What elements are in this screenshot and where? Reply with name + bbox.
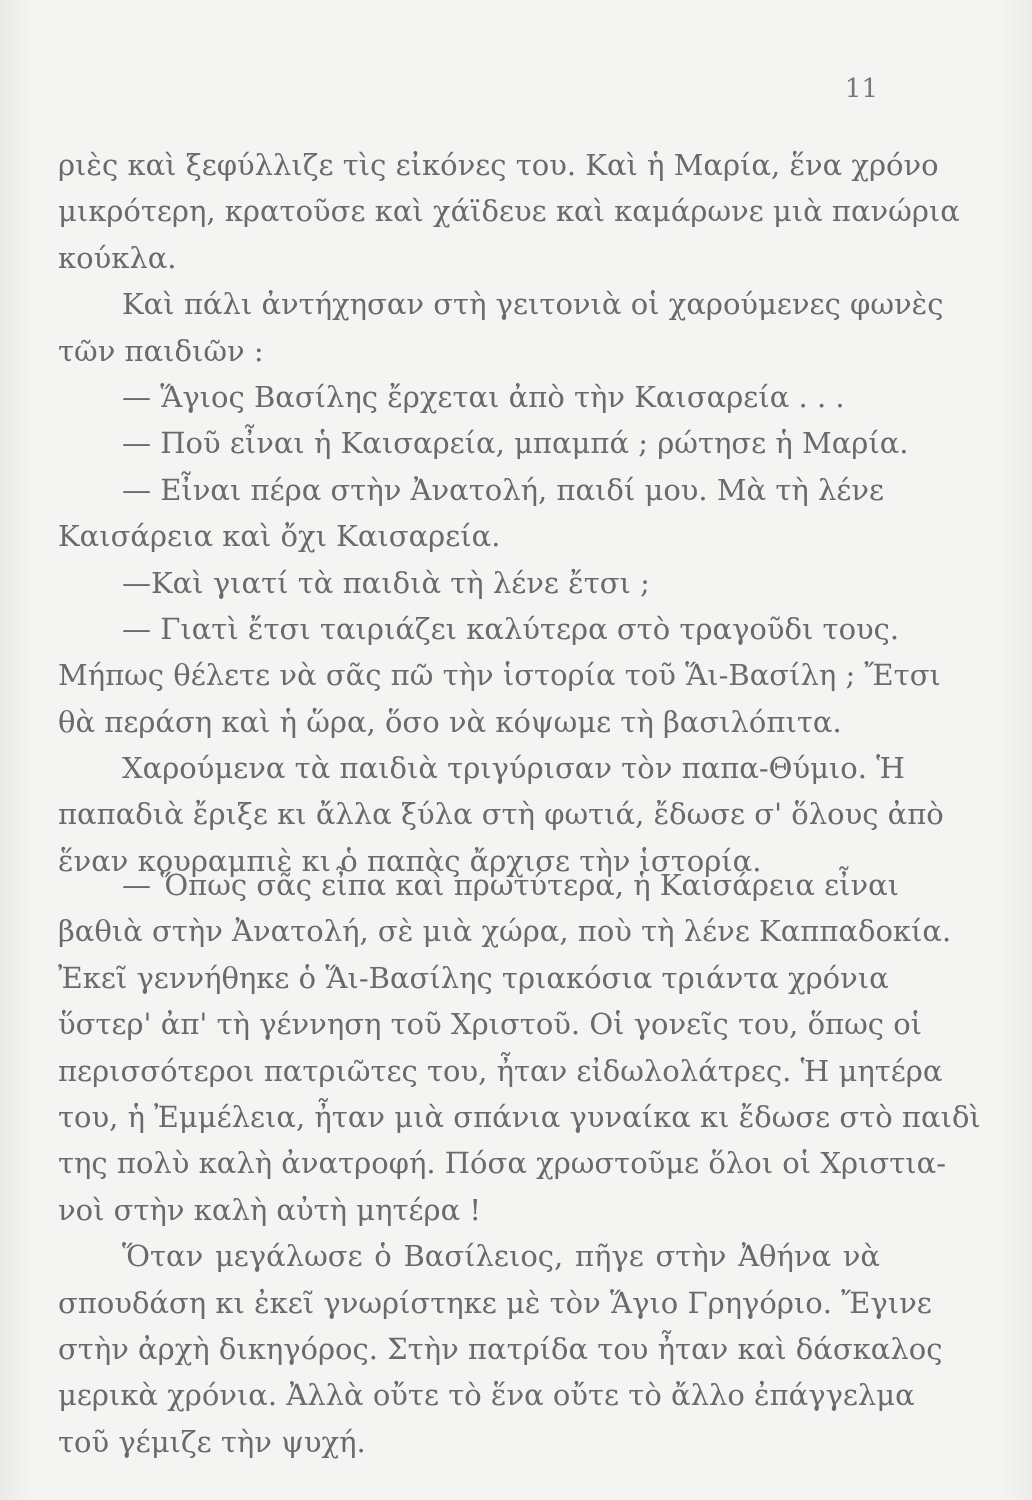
text-line: Καισάρεια καὶ ὄχι Καισαρεία.: [58, 519, 501, 554]
text-line: ριὲς καὶ ξεφύλλιζε τὶς εἰκόνες του. Καὶ ἡ Μαρία, ἕνα χρόνο: [58, 148, 939, 182]
dialogue-line: — Ποῦ εἶναι ἡ Καισαρεία, μπαμπά ; ρώτησε ἡ Μαρία.: [122, 426, 909, 461]
dialogue-line: — Εἶναι πέρα στὴν Ἀνατολή, παιδί μου. Μὰ τὴ λένε: [122, 472, 885, 507]
text-line: Ὅταν μεγάλωσε ὁ Βασίλειος, πῆγε στὴν Ἀθήνα νὰ: [122, 1239, 880, 1274]
text-line: στὴν ἀρχὴ δικηγόρος. Στὴν πατρίδα του ἦταν καὶ δάσκαλος: [58, 1331, 943, 1366]
text-block-lower: [58, 862, 981, 1465]
text-line: της πολὺ καλὴ ἀνατροφή. Πόσα χρωστοῦμε ὅλοι οἱ Χριστια-: [58, 1146, 946, 1181]
text-line: νοὶ στὴν καλὴ αὐτὴ μητέρα !: [58, 1192, 482, 1227]
dialogue-line: —Καὶ γιατί τὰ παιδιὰ τὴ λένε ἔτσι ;: [122, 565, 650, 600]
text-line: Χαρούμενα τὰ παιδιὰ τριγύρισαν τὸν παπα-Θύμιο. Ἡ: [122, 751, 905, 786]
text-line: παπαδιὰ ἔριξε κι ἄλλα ξύλα στὴ φωτιά, ἔδωσε σ' ὅλους ἀπὸ: [58, 797, 944, 832]
text-line: μικρότερη, κρατοῦσε καὶ χάϊδευε καὶ καμάρωνε μιὰ πανώρια: [58, 194, 960, 229]
dialogue-line: — Γιατὶ ἔτσι ταιριάζει καλύτερα στὸ τραγοῦδι τους.: [122, 611, 900, 646]
text-line: θὰ περάση καὶ ἡ ὥρα, ὅσο νὰ κόψωμε τὴ βασιλόπιτα.: [58, 704, 842, 739]
text-line: ὕστερ' ἀπ' τὴ γέννηση τοῦ Χριστοῦ. Οἱ γονεῖς του, ὅπως οἱ: [58, 1007, 923, 1042]
text-line: βαθιὰ στὴν Ἀνατολή, σὲ μιὰ χώρα, ποὺ τὴ λένε Καππαδοκία.: [58, 914, 952, 949]
text-line: περισσότεροι πατριῶτες του, ἦταν εἰδωλολάτρες. Ἡ μητέρα: [58, 1053, 943, 1088]
text-block-upper: [58, 142, 960, 884]
text-line: Ἐκεῖ γεννήθηκε ὁ Ἅι-Βασίλης τριακόσια τριάντα χρόνια: [58, 960, 889, 995]
page-number: 11: [844, 74, 878, 104]
text-line: μερικὰ χρόνια. Ἀλλὰ οὔτε τὸ ἕνα οὔτε τὸ ἄλλο ἐπάγγελμα: [58, 1378, 915, 1413]
text-line: ἕναν κουραμπιὲ κι ὁ παπὰς ἄρχισε τὴν ἱστορία.: [58, 843, 762, 878]
text-line: κούκλα.: [58, 240, 177, 275]
text-line: τῶν παιδιῶν :: [58, 333, 264, 368]
text-line: Μήπως θέλετε νὰ σᾶς πῶ τὴν ἱστορία τοῦ Ἅι-Βασίλη ; Ἔτσι: [58, 658, 941, 693]
dialogue-line: — Ἅγιος Βασίλης ἔρχεται ἀπὸ τὴν Καισαρεία . . .: [122, 379, 845, 414]
text-line: σπουδάση κι ἐκεῖ γνωρίστηκε μὲ τὸν Ἅγιο Γρηγόριο. Ἔγινε: [58, 1285, 932, 1320]
text-line: του, ἡ Ἐμμέλεια, ἦταν μιὰ σπάνια γυναίκα κι ἔδωσε στὸ παιδὶ: [58, 1099, 981, 1134]
text-line: Καὶ πάλι ἀντήχησαν στὴ γειτονιὰ οἱ χαρούμενες φωνὲς: [122, 287, 944, 322]
dialogue-line: — Ὅπως σᾶς εἶπα καὶ πρωτύτερα, ἡ Καισάρεια εἶναι: [122, 868, 900, 902]
text-line: τοῦ γέμιζε τὴν ψυχή.: [58, 1424, 366, 1459]
